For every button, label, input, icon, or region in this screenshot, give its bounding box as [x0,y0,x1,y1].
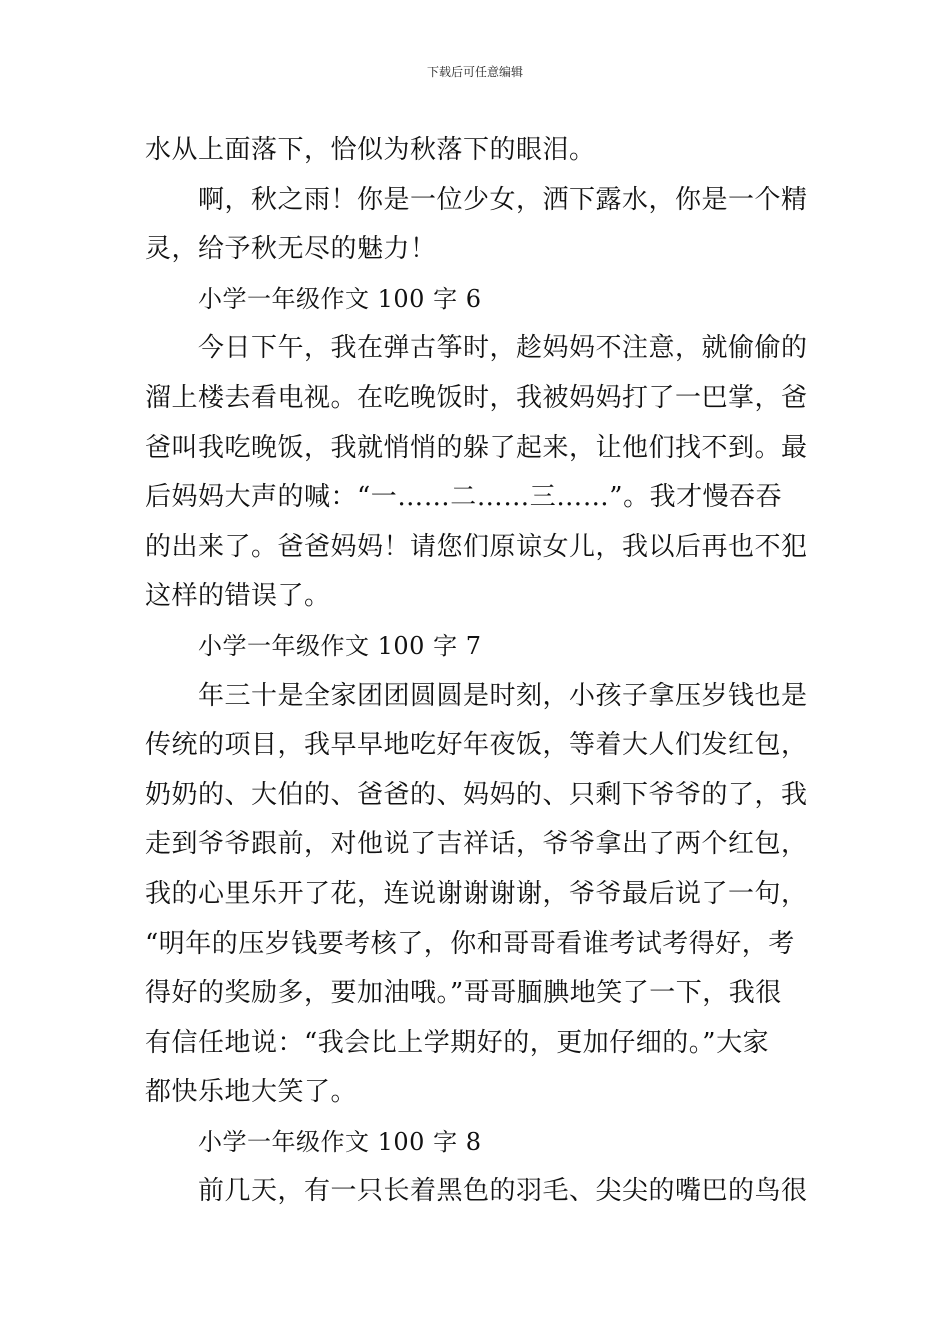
paragraph-line: 水从上面落下，恰似为秋落下的眼泪。 [145,135,596,165]
section-heading: 小学一年级作文 100 字 8 [198,1127,482,1156]
section-heading: 小学一年级作文 100 字 6 [198,284,482,313]
paragraph-line: 都快乐地大笑了。 [145,1077,358,1108]
paragraph-line: 年三十是全家团团圆圆是时刻，小孩子拿压岁钱也是 [198,680,808,711]
paragraph-line: 走到爷爷跟前，对他说了吉祥话，爷爷拿出了两个红包， [145,829,808,860]
paragraph-line: “明年的压岁钱要考核了，你和哥哥看谁考试考得好，考 [145,928,795,959]
paragraph-line: 啊，秋之雨！你是一位少女，洒下露水，你是一个精 [198,184,808,215]
document-body [145,126,809,1217]
section-heading: 小学一年级作文 100 字 7 [198,631,482,660]
paragraph-line: 后妈妈大声的喊：“一……二……三……”。我才慢吞吞 [145,482,783,513]
paragraph-line: 传统的项目，我早早地吃好年夜饭，等着大人们发红包， [145,730,808,761]
paragraph-line: 有信任地说：“我会比上学期好的，更加仔细的。”大家 [145,1027,770,1058]
paragraph-line: 得好的奖励多，要加油哦。”哥哥腼腆地笑了一下，我很 [145,978,782,1009]
paragraph-line: 今日下午，我在弹古筝时，趁妈妈不注意，就偷偷的 [198,333,808,364]
page-header: 下载后可任意编辑 [426,65,523,79]
paragraph-line: 爸叫我吃晚饭，我就悄悄的躲了起来，让他们找不到。最 [145,432,808,463]
paragraph-line: 溜上楼去看电视。在吃晚饭时，我被妈妈打了一巴掌，爸 [145,382,808,413]
paragraph-line: 我的心里乐开了花，连说谢谢谢谢，爷爷最后说了一句， [145,878,808,909]
paragraph-line: 奶奶的、大伯的、爸爸的、妈妈的、只剩下爷爷的了，我 [145,779,808,810]
paragraph-line: 前几天，有一只长着黑色的羽毛、尖尖的嘴巴的鸟很 [198,1176,808,1207]
paragraph-line: 这样的错误了。 [145,581,331,612]
paragraph-line: 灵，给予秋无尽的魅力！ [145,234,437,265]
paragraph-line: 的出来了。爸爸妈妈！请您们原谅女儿，我以后再也不犯 [145,531,808,562]
